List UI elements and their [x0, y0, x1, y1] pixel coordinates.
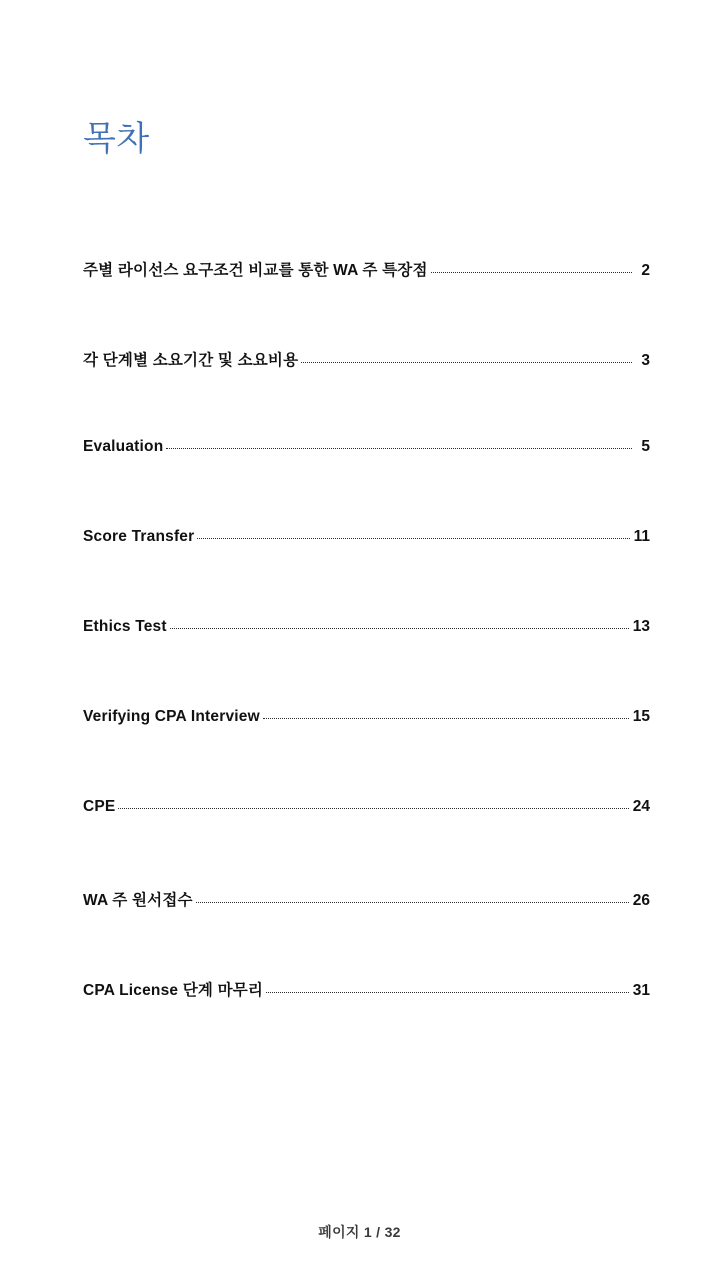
toc-entry[interactable] [83, 978, 650, 1068]
toc-entry-page-number: 5 [641, 438, 650, 455]
toc-entry-label: Ethics Test [83, 618, 167, 635]
page-footer: 페이지 1 / 32 [318, 1224, 401, 1240]
dot-leader [196, 901, 629, 903]
toc-entry[interactable] [83, 708, 650, 798]
toc-entry-label: WA 주 원서접수 [83, 892, 193, 909]
toc-entry-page-number: 3 [641, 352, 650, 369]
toc-entry-page-number: 26 [632, 892, 650, 909]
dot-leader [263, 717, 629, 719]
toc-entry-label: Evaluation [83, 438, 164, 455]
toc-entry-label: Verifying CPA Interview [83, 708, 260, 725]
toc-entry-label: Score Transfer [83, 528, 195, 545]
toc-entry[interactable] [83, 348, 650, 438]
toc-entry-label: 주별 라이선스 요구조건 비교를 통한 WA 주 특장점 [83, 262, 428, 279]
page-title: 목차 [83, 120, 150, 158]
toc-entry[interactable] [83, 798, 650, 888]
dot-leader [431, 271, 632, 273]
toc-entry-page-number: 15 [632, 708, 650, 725]
dot-leader [118, 807, 628, 809]
toc-entry-page-number: 31 [632, 982, 650, 999]
toc-entry-page-number: 11 [633, 528, 650, 545]
toc-entry-page-number: 2 [641, 262, 650, 279]
toc-entry-page-number: 24 [632, 798, 650, 815]
toc-entry-label: CPA License 단계 마무리 [83, 982, 264, 999]
dot-leader [266, 991, 629, 993]
toc-entry[interactable] [83, 888, 650, 978]
dot-leader [301, 361, 632, 363]
dot-leader [197, 537, 629, 539]
toc-entry-label: CPE [83, 798, 116, 815]
toc-entry[interactable] [83, 618, 650, 708]
toc-entry[interactable] [83, 528, 650, 618]
toc-entry-page-number: 13 [632, 618, 650, 635]
toc-entry[interactable] [83, 438, 650, 528]
dot-leader [170, 627, 629, 629]
dot-leader [166, 447, 632, 449]
table-of-contents-list [83, 258, 650, 1068]
toc-entry[interactable] [83, 258, 650, 348]
toc-entry-label: 각 단계별 소요기간 및 소요비용 [83, 352, 299, 369]
